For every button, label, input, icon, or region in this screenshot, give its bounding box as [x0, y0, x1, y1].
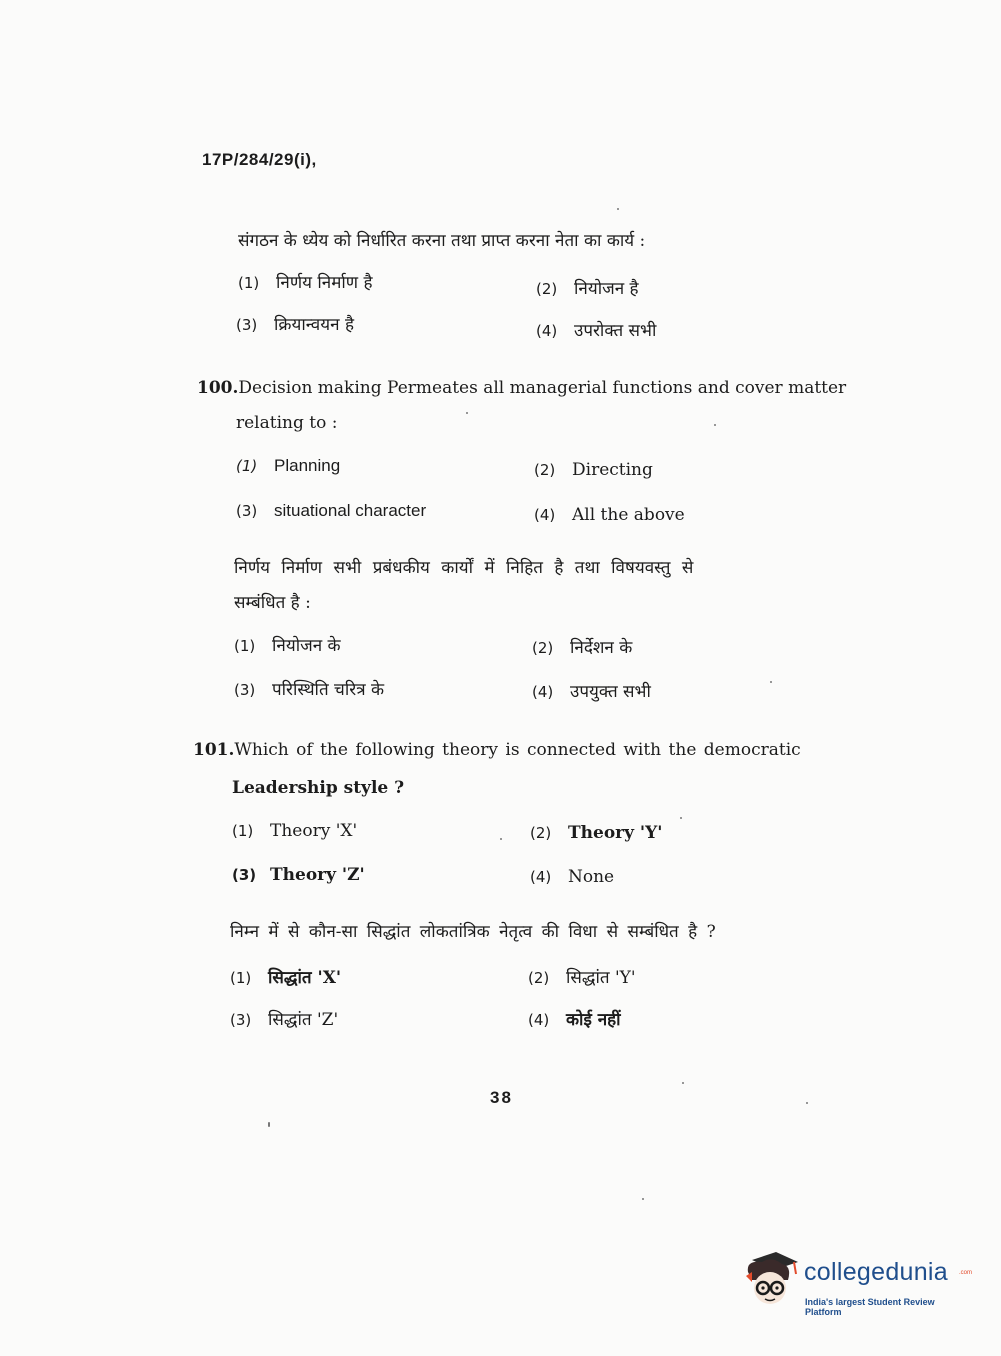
option-number: (4)	[532, 683, 554, 701]
q100-hindi-option-2	[532, 635, 632, 658]
q101-hindi-option-4	[528, 1007, 621, 1030]
q100-option-2	[534, 460, 653, 480]
option-number: (3)	[232, 866, 257, 884]
question-text: Decision making Permeates all managerial functions and cover matter	[238, 378, 847, 398]
option-text: Theory 'Y'	[568, 823, 663, 843]
paper-code: 17P/284/29(i),	[202, 150, 317, 169]
q101-option-2	[530, 823, 662, 843]
question-number: 101.	[193, 740, 235, 760]
option-number: (3)	[236, 316, 258, 334]
q101-hindi-question: निम्न में से कौन-सा सिद्धांत लोकतांत्रिक नेतृत्व की विधा से सम्बंधित है ?	[230, 922, 716, 942]
option-number: (2)	[534, 461, 556, 479]
option-number: (3)	[234, 681, 256, 699]
option-number: (1)	[234, 637, 256, 655]
scan-speck	[268, 1122, 270, 1127]
scan-speck	[617, 208, 619, 210]
q100-hindi-question-line2: सम्बंधित है :	[234, 593, 311, 613]
option-number: (2)	[530, 824, 552, 842]
option-text: निर्णय निर्माण है	[276, 273, 373, 293]
q101-option-4	[530, 867, 614, 887]
option-number: (2)	[536, 280, 558, 298]
q100-hindi-option-4	[532, 679, 651, 702]
collegedunia-logo	[742, 1250, 972, 1320]
option-text: नियोजन है	[574, 279, 639, 299]
q101-question-line2: Leadership style ?	[232, 778, 405, 798]
option-number: (3)	[236, 502, 258, 520]
question-number: 100.	[197, 378, 239, 398]
q99-hindi-option-1	[238, 270, 373, 293]
scan-speck	[680, 817, 682, 819]
option-text: क्रियान्वयन है	[274, 315, 354, 335]
option-text: सिद्धांत 'Y'	[566, 968, 636, 988]
option-number: (2)	[532, 639, 554, 657]
scan-speck	[500, 838, 502, 840]
q100-question-line2: relating to :	[236, 413, 338, 433]
option-text: कोई नहीं	[566, 1010, 621, 1030]
q100-hindi-question: निर्णय निर्माण सभी प्रबंधकीय कार्यों में निहित है तथा विषयवस्तु से	[234, 558, 694, 578]
brand-tagline: India's largest Student Review Platform	[805, 1297, 935, 1317]
scan-speck	[806, 1102, 808, 1104]
option-text: निर्देशन के	[570, 638, 633, 658]
scan-speck	[682, 1082, 684, 1084]
option-text: Directing	[572, 460, 653, 480]
option-number: (1)	[230, 969, 252, 987]
option-text: परिस्थिति चरित्र के	[272, 680, 385, 700]
collegedunia-mascot-icon	[742, 1250, 802, 1312]
option-number: (4)	[528, 1011, 550, 1029]
q101-hindi-option-1	[230, 965, 341, 988]
q100-option-3	[236, 501, 426, 521]
scan-speck	[642, 1198, 644, 1200]
option-number: (1)	[232, 822, 254, 840]
option-text: Theory 'Z'	[270, 865, 365, 885]
option-number: (1)	[238, 274, 260, 292]
option-text: None	[568, 867, 615, 887]
option-number: (2)	[528, 969, 550, 987]
q101-option-3	[232, 865, 365, 885]
scan-speck	[770, 681, 772, 683]
option-text: सिद्धांत 'X'	[268, 968, 342, 988]
q99-hindi-question: संगठन के ध्येय को निर्धारित करना तथा प्राप्त करना नेता का कार्य :	[238, 231, 646, 251]
page-number: 38	[490, 1088, 513, 1107]
q101-option-1	[232, 821, 357, 841]
brand-suffix: .com	[959, 1270, 973, 1276]
q101-hindi-option-2	[528, 965, 636, 988]
q99-hindi-option-2	[536, 276, 639, 299]
option-text: situational character	[274, 501, 427, 520]
q100-hindi-option-3	[234, 677, 384, 700]
option-text: All the above	[572, 505, 685, 525]
q101-hindi-option-3	[230, 1007, 338, 1030]
option-number: (3)	[230, 1011, 252, 1029]
option-text: Planning	[274, 456, 341, 475]
brand-name: collegedunia	[804, 1258, 948, 1286]
option-number: (1)	[236, 457, 258, 475]
option-number: (4)	[534, 506, 556, 524]
q100-option-4	[534, 505, 685, 525]
option-text: Theory 'X'	[270, 821, 358, 841]
scan-speck	[714, 424, 716, 426]
scan-speck	[466, 412, 468, 414]
q101-question	[193, 740, 801, 760]
q99-hindi-option-4	[536, 318, 656, 341]
q99-hindi-option-3	[236, 312, 354, 335]
q100-question	[197, 378, 846, 398]
q100-hindi-option-1	[234, 633, 341, 656]
option-number: (4)	[530, 868, 552, 886]
question-text: Which of the following theory is connected with the democratic	[234, 740, 801, 760]
option-text: उपरोक्त सभी	[574, 321, 657, 341]
option-text: उपयुक्त सभी	[570, 682, 651, 702]
option-number: (4)	[536, 322, 558, 340]
option-text: सिद्धांत 'Z'	[268, 1010, 339, 1030]
option-text: नियोजन के	[272, 636, 341, 656]
q100-option-1	[236, 456, 340, 476]
